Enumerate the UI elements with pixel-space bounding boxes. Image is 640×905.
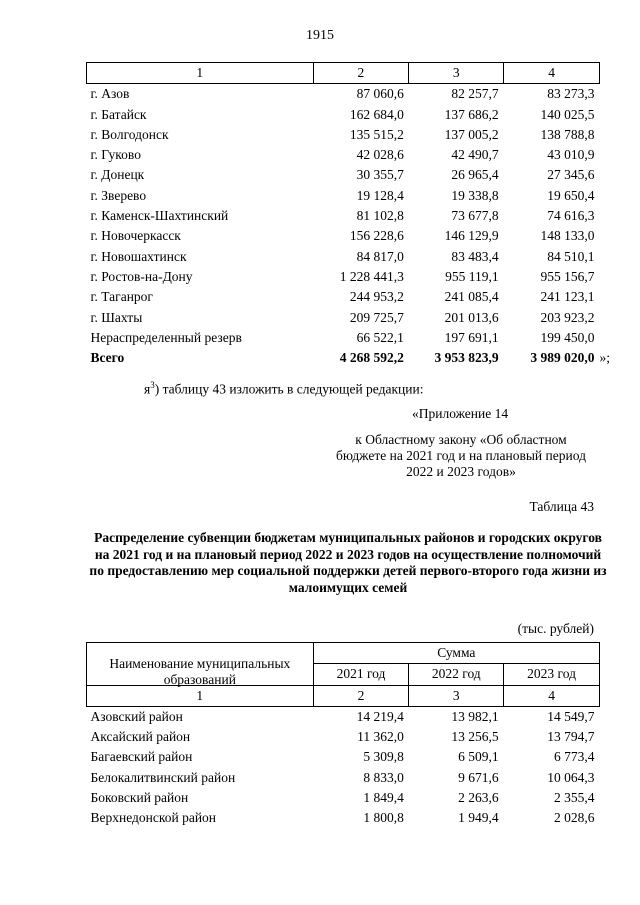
row-value: 6 773,4 bbox=[554, 749, 595, 765]
row-label: г. Новочеркасск bbox=[90, 228, 181, 244]
row-label: г. Шахты bbox=[90, 309, 143, 325]
row-label: Аксайский район bbox=[90, 729, 191, 745]
row-label: г. Азов bbox=[90, 86, 130, 102]
row-value: 955 156,7 bbox=[540, 268, 595, 284]
row-label: г. Волгодонск bbox=[90, 126, 169, 142]
row-value: 137 005,2 bbox=[444, 126, 499, 142]
row-value: 42 490,7 bbox=[451, 147, 499, 163]
row-value: 201 013,6 bbox=[444, 309, 499, 325]
table-1-row bbox=[87, 165, 600, 185]
row-value: 2 028,6 bbox=[554, 810, 595, 826]
table-1-row bbox=[87, 125, 600, 145]
row-label: г. Батайск bbox=[90, 106, 147, 122]
row-value: 2 355,4 bbox=[554, 790, 595, 806]
table-2-row bbox=[87, 706, 600, 727]
total-2023: 3 989 020,0 bbox=[530, 350, 595, 366]
row-value: 26 965,4 bbox=[451, 167, 499, 183]
row-value: 84 817,0 bbox=[356, 248, 404, 264]
row-value: 30 355,7 bbox=[356, 167, 404, 183]
row-value: 6 509,1 bbox=[458, 749, 499, 765]
year-header: 2022 год bbox=[409, 664, 504, 685]
total-2022: 3 953 823,9 bbox=[434, 350, 499, 366]
table-1-row bbox=[87, 206, 600, 226]
table-1-row bbox=[87, 287, 600, 307]
table-1-header-cell: 1 bbox=[87, 63, 314, 84]
row-value: 8 833,0 bbox=[363, 769, 404, 785]
row-label: г. Ростов-на-Дону bbox=[90, 268, 193, 284]
row-value: 199 450,0 bbox=[540, 329, 595, 345]
row-value: 146 129,9 bbox=[444, 228, 499, 244]
row-value: 10 064,3 bbox=[547, 769, 595, 785]
row-value: 2 263,6 bbox=[458, 790, 499, 806]
row-value: 13 794,7 bbox=[547, 729, 595, 745]
row-value: 162 684,0 bbox=[349, 106, 404, 122]
paragraph-superscript: 3 bbox=[150, 380, 155, 390]
table-1-row bbox=[87, 226, 600, 246]
row-value: 1 949,4 bbox=[458, 810, 499, 826]
total-suffix: »; bbox=[599, 350, 611, 366]
row-value: 87 060,6 bbox=[356, 86, 404, 102]
table-1-header-cell: 2 bbox=[313, 63, 409, 84]
row-label: г. Каменск-Шахтинский bbox=[90, 208, 229, 224]
total-2023-cell bbox=[504, 348, 611, 368]
row-label: Боковский район bbox=[90, 790, 189, 806]
row-value: 241 123,1 bbox=[540, 289, 595, 305]
row-label: г. Зверево bbox=[90, 187, 147, 203]
table-1-row bbox=[87, 84, 600, 105]
row-value: 83 273,3 bbox=[547, 86, 595, 102]
year-header: 2023 год bbox=[504, 664, 600, 685]
row-value: 148 133,0 bbox=[540, 228, 595, 244]
row-value: 14 549,7 bbox=[547, 708, 595, 724]
units-label: (тыс. рублей) bbox=[517, 621, 594, 636]
row-value: 19 338,8 bbox=[451, 187, 499, 203]
table-1-total-row bbox=[87, 348, 600, 368]
row-label: Азовский район bbox=[90, 708, 183, 724]
table-1-row bbox=[87, 308, 600, 328]
row-value: 203 923,2 bbox=[540, 309, 595, 325]
table-1-header-cell: 4 bbox=[504, 63, 600, 84]
row-label: Верхнедонской район bbox=[90, 810, 217, 826]
table-2-header-row bbox=[87, 643, 600, 664]
row-label: г. Новошахтинск bbox=[90, 248, 187, 264]
table-1 bbox=[86, 62, 611, 368]
row-label: Багаевский район bbox=[90, 749, 193, 765]
appendix-reference: к Областному закону «Об областном бюджете на 2021 год и на плановый период 2022 и 2023 годов» bbox=[336, 432, 586, 479]
appendix-title: «Приложение 14 bbox=[412, 406, 509, 421]
row-value: 135 515,2 bbox=[349, 126, 404, 142]
amendment-paragraph bbox=[144, 380, 423, 398]
row-value: 138 788,8 bbox=[540, 126, 595, 142]
row-value: 19 128,4 bbox=[356, 187, 404, 203]
row-value: 27 345,6 bbox=[547, 167, 595, 183]
row-value: 66 522,1 bbox=[356, 329, 404, 345]
table-2-row bbox=[87, 768, 600, 788]
row-value: 5 309,8 bbox=[363, 749, 404, 765]
row-value: 1 800,8 bbox=[363, 810, 404, 826]
table-1-header-cell: 3 bbox=[409, 63, 504, 84]
row-value: 1 849,4 bbox=[363, 790, 404, 806]
table-1-header-row bbox=[87, 63, 600, 84]
column-number: 1 bbox=[87, 685, 314, 706]
total-label: Всего bbox=[90, 350, 125, 366]
row-value: 11 362,0 bbox=[357, 729, 404, 745]
column-sum-header: Сумма bbox=[313, 643, 599, 664]
row-value: 43 010,9 bbox=[547, 147, 595, 163]
row-value: 197 691,1 bbox=[444, 329, 499, 345]
row-value: 83 483,4 bbox=[451, 248, 499, 264]
table-1-row bbox=[87, 267, 600, 287]
row-value: 1 228 441,3 bbox=[339, 268, 404, 284]
row-label: Нераспределенный резерв bbox=[90, 329, 242, 345]
table-2-row bbox=[87, 727, 600, 747]
row-label: г. Донецк bbox=[90, 167, 145, 183]
row-value: 81 102,8 bbox=[356, 208, 404, 224]
row-value: 74 616,3 bbox=[547, 208, 595, 224]
column-name-header bbox=[87, 643, 314, 686]
paragraph-marker: я bbox=[144, 381, 151, 397]
row-value: 19 650,4 bbox=[547, 187, 595, 203]
row-value: 156 228,6 bbox=[349, 228, 404, 244]
table-2-number-row bbox=[87, 685, 600, 706]
row-value: 140 025,5 bbox=[540, 106, 595, 122]
table-title: Распределение субвенции бюджетам муниципальных районов и городских округов на 2021 год и на плановый период 2022 и 2023 годов на осуществление полномочий по предоставлению мер социальной поддержки детей первого-второго года жизни из малоимущих семей bbox=[89, 530, 607, 595]
table-1-row bbox=[87, 105, 600, 125]
row-value: 241 085,4 bbox=[444, 289, 499, 305]
column-number: 3 bbox=[409, 685, 504, 706]
row-value: 13 256,5 bbox=[451, 729, 499, 745]
row-value: 13 982,1 bbox=[451, 708, 499, 724]
table-2-row bbox=[87, 808, 600, 828]
row-value: 209 725,7 bbox=[349, 309, 404, 325]
row-label: Белокалитвинский район bbox=[90, 769, 236, 785]
table-1-row bbox=[87, 145, 600, 165]
row-value: 9 671,6 bbox=[458, 769, 499, 785]
row-label: г. Гуково bbox=[90, 147, 141, 163]
row-value: 73 677,8 bbox=[451, 208, 499, 224]
column-number: 2 bbox=[313, 685, 409, 706]
column-number: 4 bbox=[504, 685, 600, 706]
row-value: 82 257,7 bbox=[451, 86, 499, 102]
row-value: 955 119,1 bbox=[445, 268, 499, 284]
table-number: Таблица 43 bbox=[529, 499, 594, 514]
table-2 bbox=[86, 642, 600, 829]
row-value: 244 953,2 bbox=[349, 289, 404, 305]
row-value: 42 028,6 bbox=[356, 147, 404, 163]
table-1-row bbox=[87, 328, 600, 348]
page-number: 1915 bbox=[306, 28, 334, 43]
total-2021: 4 268 592,2 bbox=[339, 350, 404, 366]
table-2-row bbox=[87, 747, 600, 767]
paragraph-text: ) таблицу 43 изложить в следующей редакции: bbox=[154, 381, 424, 397]
column-name-text: Наименование муниципальных образований bbox=[109, 655, 291, 687]
row-value: 84 510,1 bbox=[547, 248, 595, 264]
table-1-row bbox=[87, 247, 600, 267]
year-header: 2021 год bbox=[313, 664, 409, 685]
row-value: 137 686,2 bbox=[444, 106, 499, 122]
row-value: 14 219,4 bbox=[356, 708, 404, 724]
table-1-row bbox=[87, 186, 600, 206]
row-label: г. Таганрог bbox=[90, 289, 153, 305]
table-2-row bbox=[87, 788, 600, 808]
